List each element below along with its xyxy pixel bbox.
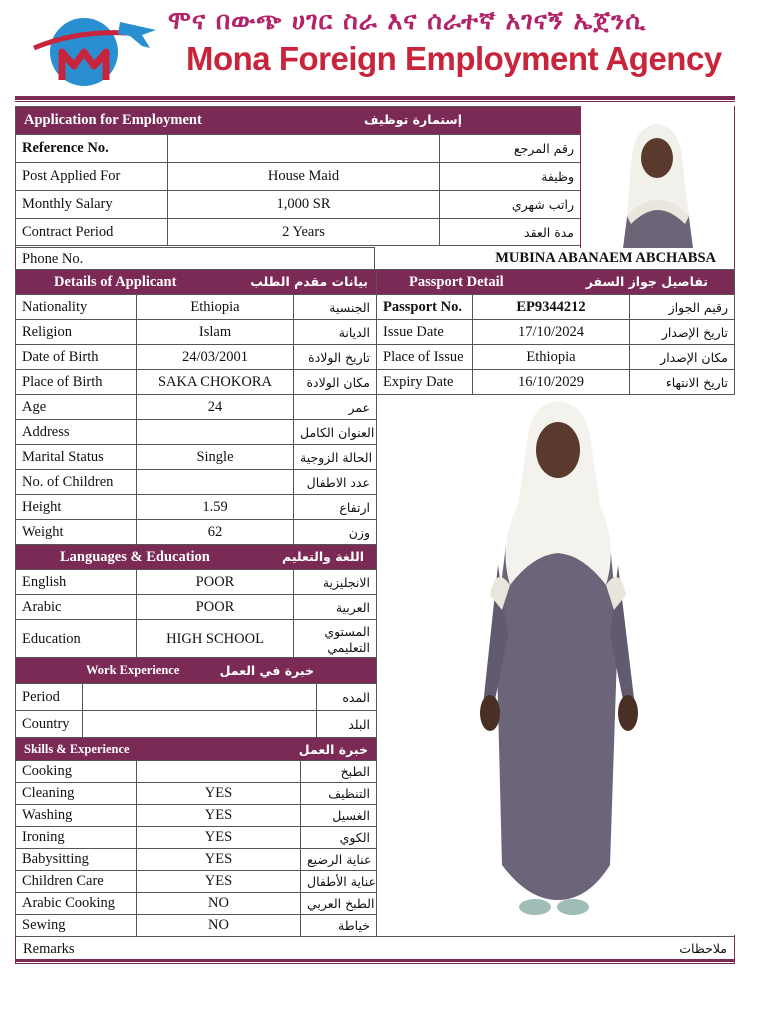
row-label: Nationality [16,295,137,320]
table-row [16,135,581,163]
row-label: Sewing [16,915,137,937]
row-label: Babysitting [16,849,137,871]
row-value: YES [137,805,301,827]
row-label: Washing [16,805,137,827]
applicant-details-table [15,269,377,660]
row-label: Education [16,620,137,660]
row-label-ar: المده [317,684,377,711]
skills-band-title-ar: خبرة العمل [298,741,368,757]
row-label: Period [16,684,83,711]
row-value: 24 [137,395,294,420]
table-row [16,783,377,805]
row-label: Age [16,395,137,420]
application-band [16,107,581,135]
row-label-ar: البلد [317,711,377,738]
row-label: Height [16,495,137,520]
row-label-ar: الكوي [301,827,377,849]
table-row [16,711,377,738]
passport-band-title: Passport Detail [409,273,504,290]
row-label-ar: خياطة [301,915,377,937]
languages-band [16,545,377,570]
row-label-ar: تاريخ الولادة [294,345,377,370]
row-label-ar: الجنسية [294,295,377,320]
row-label-ar: الحالة الزوجية [294,445,377,470]
row-label: Contract Period [16,219,168,246]
row-label: Children Care [16,871,137,893]
table-row [377,370,735,395]
table-row [377,345,735,370]
work-band-title-ar: خبرة في العمل [219,663,314,678]
phone-label: Phone No. [15,247,375,269]
row-value: SAKA CHOKORA [137,370,294,395]
table-row [16,620,377,660]
row-value: 62 [137,520,294,545]
languages-band-title-ar: اللغة والتعليم [282,548,364,564]
row-label: Country [16,711,83,738]
table-row [16,805,377,827]
row-label-ar: الديانة [294,320,377,345]
table-row [16,893,377,915]
row-label-ar: العنوان الكامل [294,420,377,445]
application-band-title: Application for Employment [24,112,202,128]
table-row [16,345,377,370]
row-label-ar: الغسيل [301,805,377,827]
table-row [16,827,377,849]
row-label-ar: عناية الرضيع [301,849,377,871]
applicant-full-length-photo [378,395,735,935]
row-label: Place of Birth [16,370,137,395]
row-label: Address [16,420,137,445]
row-value: EP9344212 [473,295,630,320]
row-label-ar: الانجليزية [294,570,377,595]
row-label-ar: رقم المرجع [440,135,581,163]
row-value: POOR [137,570,294,595]
table-row [16,684,377,711]
application-table [15,106,581,246]
row-label-ar: العربية [294,595,377,620]
row-value: NO [137,893,301,915]
applicant-portrait-photo [580,106,734,248]
row-label: Monthly Salary [16,191,168,219]
education-ar-line2: التعليمي [327,639,370,655]
row-label: Religion [16,320,137,345]
education-ar-line1: المستوي [324,623,370,639]
row-label: Reference No. [16,135,168,163]
passport-table [376,269,735,395]
table-row [16,320,377,345]
row-value: HIGH SCHOOL [137,620,294,660]
header [0,0,771,96]
skills-band-title: Skills & Experience [24,741,130,756]
row-label: Cleaning [16,783,137,805]
table-row [16,495,377,520]
row-label-ar: التنظيف [301,783,377,805]
table-row [16,420,377,445]
header-rule [15,96,735,100]
row-label-ar: تاريخ الانتهاء [630,370,735,395]
row-label: Date of Birth [16,345,137,370]
row-value [83,684,317,711]
passport-band-title-ar: تفاصيل جواز السفر [585,273,709,289]
row-label-ar: عمر [294,395,377,420]
row-label-ar: ارتفاع [294,495,377,520]
row-label-ar: راتب شهري [440,191,581,219]
applicant-band-title-ar: بيانات مقدم الطلب [250,273,368,289]
row-value: 16/10/2029 [473,370,630,395]
row-label: Place of Issue [377,345,473,370]
row-value: 2 Years [168,219,440,246]
row-value: YES [137,849,301,871]
work-band [16,658,377,684]
row-label-ar: وظيفة [440,163,581,191]
remarks-label-ar: ملاحظات [679,941,727,956]
table-row [16,595,377,620]
row-value [168,135,440,163]
skills-band [16,738,377,761]
row-value: POOR [137,595,294,620]
row-value: 1.59 [137,495,294,520]
row-label-ar: تاريخ الإصدار [630,320,735,345]
row-label-ar: عناية الأطفال [301,871,377,893]
table-row [16,470,377,495]
row-label: No. of Children [16,470,137,495]
agency-logo [22,8,162,88]
work-band-title: Work Experience [86,663,180,677]
row-value: NO [137,915,301,937]
row-label: Weight [16,520,137,545]
table-row [16,445,377,470]
row-label-ar: مدة العقد [440,219,581,246]
row-value: Islam [137,320,294,345]
table-row [16,570,377,595]
row-label: English [16,570,137,595]
languages-band-title: Languages & Education [60,548,210,565]
application-band-title-ar: إستمارة توظيف [364,112,463,127]
row-label: Ironing [16,827,137,849]
row-value: Single [137,445,294,470]
row-label-ar: الطبخ [301,761,377,783]
row-label-ar: وزن [294,520,377,545]
table-row [16,191,581,219]
row-value: House Maid [168,163,440,191]
row-label-ar: عدد الاطفال [294,470,377,495]
row-label: Arabic Cooking [16,893,137,915]
amharic-agency-title: ሞና በውጭ ሀገር ስራ እና ሰራተኛ አገናኝ ኤጀንሲ [168,6,647,35]
table-row [16,849,377,871]
table-row [377,295,735,320]
remarks-label: Remarks [23,941,75,957]
row-label-ar: مكان الإصدار [630,345,735,370]
passport-band [377,270,735,295]
row-value [137,470,294,495]
row-label-ar: رقيم الجواز [630,295,735,320]
table-row [16,761,377,783]
applicant-band [16,270,377,295]
row-label: Marital Status [16,445,137,470]
header-rule-thin [15,101,735,102]
row-value: YES [137,783,301,805]
row-label-ar [294,620,377,660]
row-value: YES [137,871,301,893]
row-label: Arabic [16,595,137,620]
row-value: YES [137,827,301,849]
row-label: Passport No. [377,295,473,320]
skills-table [15,737,377,937]
table-row [16,370,377,395]
applicant-name: MUBINA ABANAEM ABCHABSA [495,250,716,266]
table-row [16,520,377,545]
table-row [16,295,377,320]
table-row [16,219,581,246]
row-value: 1,000 SR [168,191,440,219]
row-value: Ethiopia [473,345,630,370]
table-row [377,320,735,345]
row-label-ar: مكان الولادة [294,370,377,395]
agency-name: Mona Foreign Employment Agency [186,40,722,77]
table-row [16,395,377,420]
row-value [83,711,317,738]
remarks-row [15,936,735,962]
table-row [16,163,581,191]
row-label: Expiry Date [377,370,473,395]
row-value: 24/03/2001 [137,345,294,370]
row-label: Cooking [16,761,137,783]
row-label: Post Applied For [16,163,168,191]
row-value: 17/10/2024 [473,320,630,345]
row-label: Issue Date [377,320,473,345]
row-label-ar: الطبخ العربي [301,893,377,915]
row-value [137,761,301,783]
work-experience-table [15,657,377,738]
table-row [16,871,377,893]
table-row [16,915,377,937]
applicant-band-title: Details of Applicant [54,273,177,290]
row-value [137,420,294,445]
row-value: Ethiopia [137,295,294,320]
